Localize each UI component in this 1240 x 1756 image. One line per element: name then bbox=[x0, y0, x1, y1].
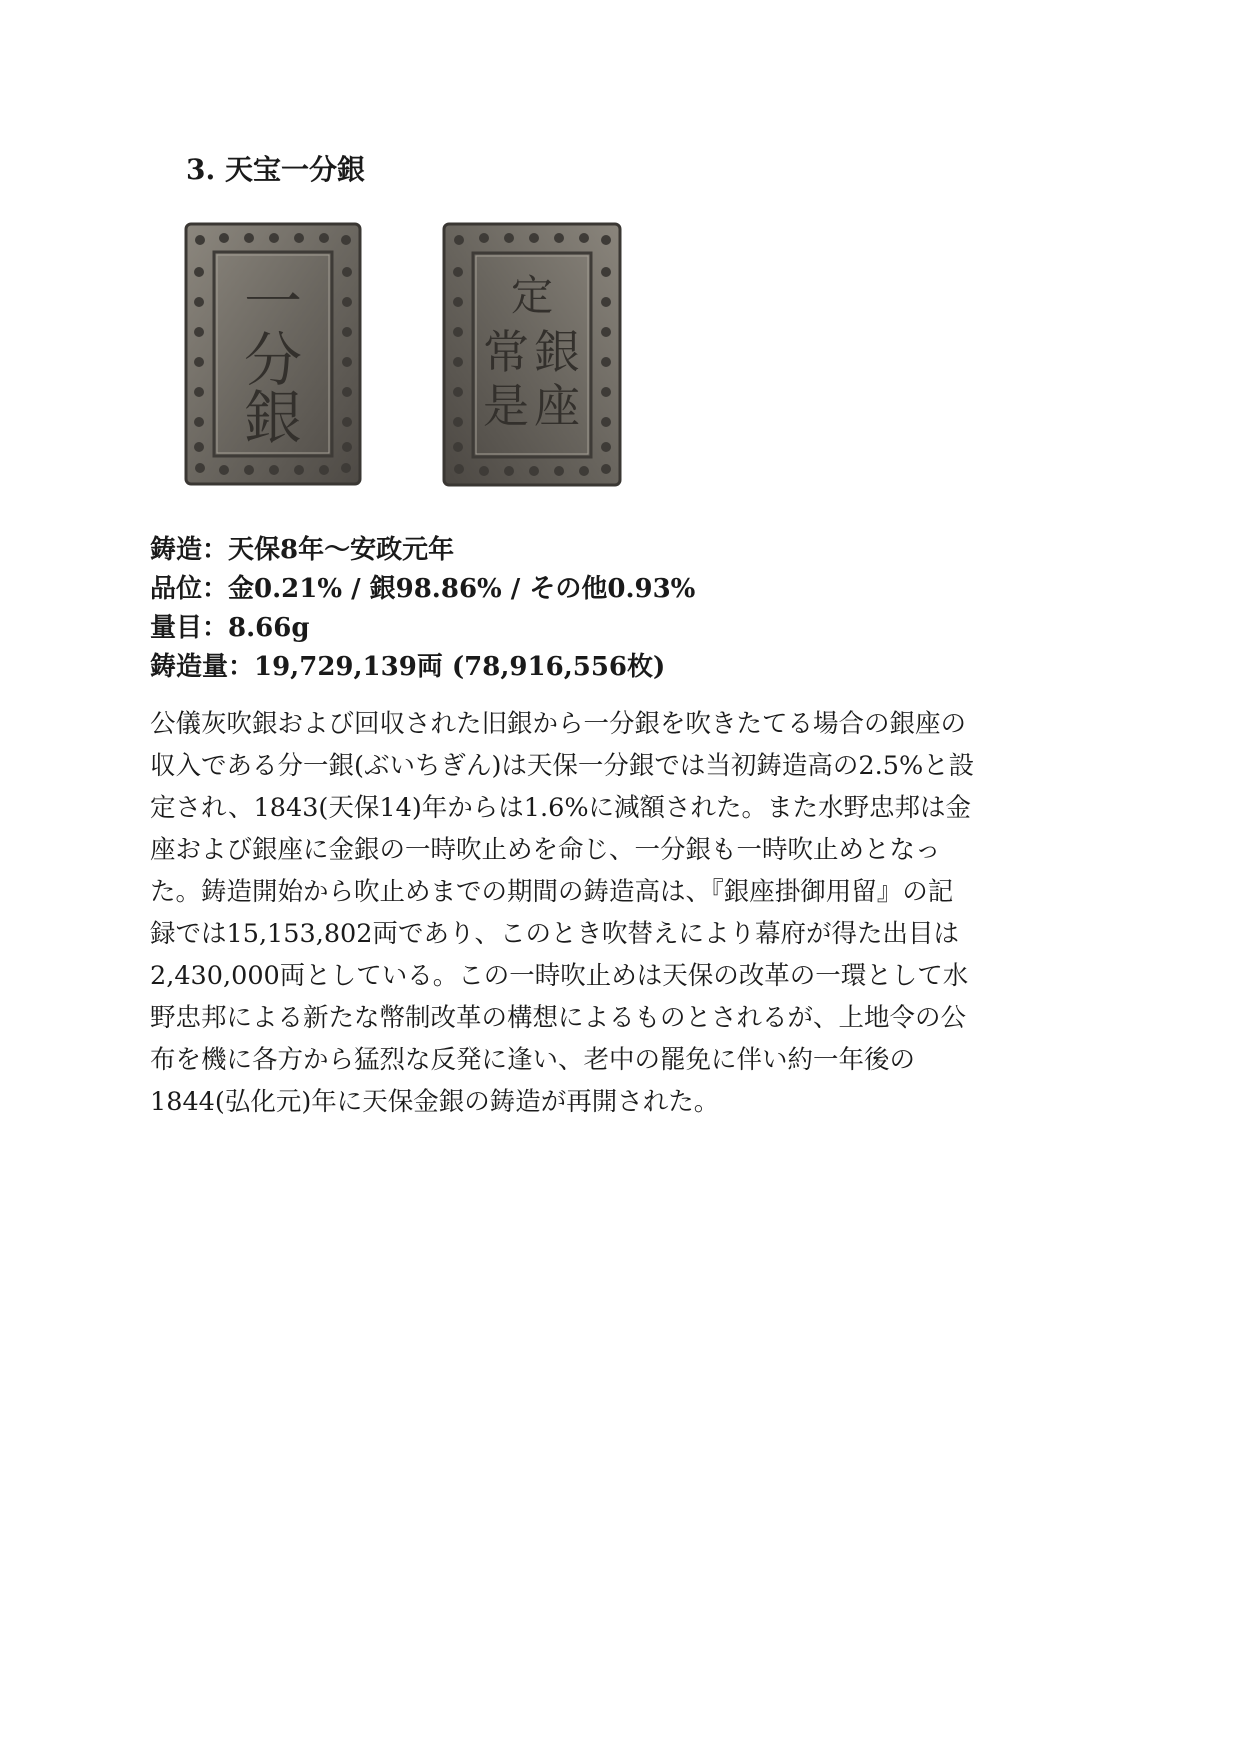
coin-front-image bbox=[184, 222, 362, 486]
description-line: た。鋳造開始から吹止めまでの期間の鋳造高は、『銀座掛御用留』の記 bbox=[150, 877, 954, 907]
description-paragraph bbox=[150, 703, 1090, 1123]
coin-back-image bbox=[442, 222, 622, 487]
spec-minting-period: 鋳造：天保8年～安政元年 bbox=[150, 535, 455, 565]
description-line: 野忠邦による新たな幣制改革の構想によるものとされるが、上地令の公 bbox=[150, 1003, 967, 1033]
spec-mintage: 鋳造量：19,729,139両 (78,916,556枚) bbox=[150, 652, 666, 682]
description-line: 布を機に各方から猛烈な反発に逢い、老中の罷免に伴い約一年後の bbox=[150, 1045, 916, 1075]
spec-fineness: 品位：金0.21% / 銀98.86% / その他0.93% bbox=[150, 574, 696, 604]
description-line: 座および銀座に金銀の一時吹止めを命じ、一分銀も一時吹止めとなっ bbox=[150, 835, 941, 865]
spec-weight: 量目：8.66g bbox=[150, 613, 310, 643]
coin-specs bbox=[150, 531, 695, 687]
svg-text:分: 分 bbox=[243, 326, 303, 394]
svg-text:銀: 銀 bbox=[243, 384, 303, 452]
description-line: 定され、1843(天保14)年からは1.6%に減額された。また水野忠邦は金 bbox=[150, 793, 972, 823]
svg-text:常: 常 bbox=[483, 325, 529, 379]
svg-text:定: 定 bbox=[510, 271, 554, 320]
description-line: 収入である分一銀(ぶいちぎん)は天保一分銀では当初鋳造高の2.5%と設 bbox=[150, 751, 975, 781]
svg-text:是: 是 bbox=[483, 379, 529, 433]
description-line: 2,430,000両としている。この一時吹止めは天保の改革の一環として水 bbox=[150, 961, 969, 991]
section-heading: 3. 天宝一分銀 bbox=[186, 153, 365, 186]
svg-text:座: 座 bbox=[534, 379, 580, 433]
description-line: 1844(弘化元)年に天保金銀の鋳造が再開された。 bbox=[150, 1087, 720, 1117]
ichibu-gin-obverse-icon bbox=[184, 222, 362, 486]
ichibu-gin-reverse-icon bbox=[442, 222, 622, 487]
svg-text:一: 一 bbox=[243, 268, 303, 336]
description-line: 公儀灰吹銀および回収された旧銀から一分銀を吹きたてる場合の銀座の bbox=[150, 709, 967, 739]
description-line: 録では15,153,802両であり、このとき吹替えにより幕府が得た出目は bbox=[150, 919, 960, 949]
svg-text:銀: 銀 bbox=[534, 325, 580, 379]
